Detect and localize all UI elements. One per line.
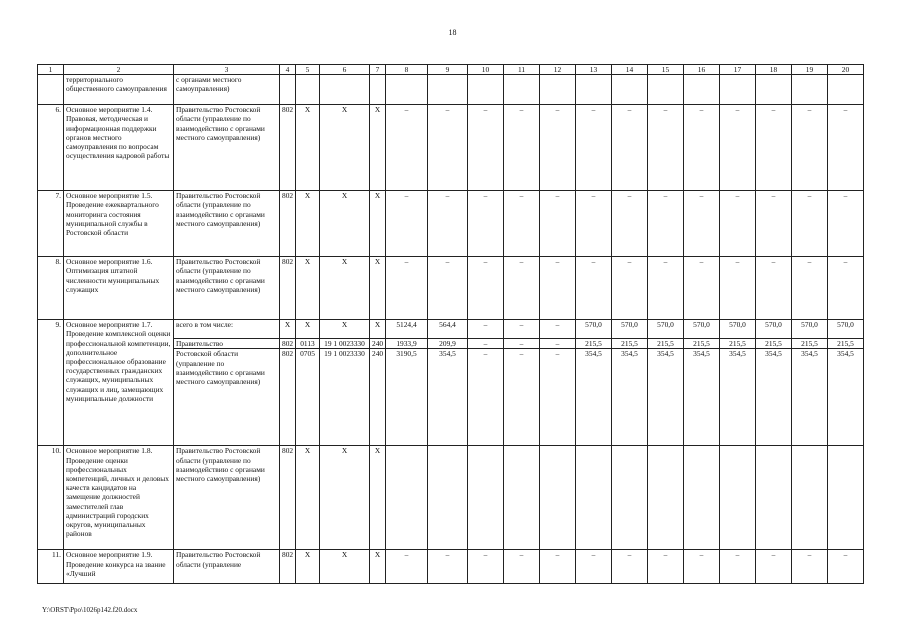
value-cell [828, 75, 864, 105]
value-cell: – [468, 257, 504, 320]
activity-name-cell: Основное мероприятие 1.6. Оптимизация штатной численности муниципальных служащих [64, 257, 174, 320]
value-cell: 570,0 [792, 320, 828, 339]
value-cell [612, 446, 648, 550]
activity-name-cell: Основное мероприятие 1.7. Проведение комплексной оценки профессиональной компетенции, дополнительное профессиональное образование государственных гражданских служащих, муниципальных служащих и лиц, замещающих муниципальные должности [64, 320, 174, 446]
value-cell: 354,5 [576, 349, 612, 446]
value-cell: 1933,9 [386, 339, 428, 349]
value-cell [828, 446, 864, 550]
table-row [38, 257, 864, 320]
header-cell: 12 [540, 65, 576, 75]
value-cell: 354,5 [428, 349, 468, 446]
activity-name-cell: Основное мероприятие 1.4. Правовая, методическая и информационная поддержки органов местного самоуправления по вопросам осуществления кадровой работы [64, 105, 174, 191]
header-cell: 2 [64, 65, 174, 75]
value-cell: – [504, 349, 540, 446]
value-cell [428, 75, 468, 105]
value-cell: – [540, 320, 576, 339]
value-cell: – [468, 105, 504, 191]
value-cell: 354,5 [612, 349, 648, 446]
value-cell [370, 75, 386, 105]
value-cell: – [756, 257, 792, 320]
activity-name-cell: Основное мероприятие 1.5. Проведение ежеквартального мониторинга состояния муниципальной службы в Ростовской области [64, 191, 174, 257]
value-cell: – [648, 257, 684, 320]
row-number-cell: 10. [38, 446, 64, 550]
header-cell: 7 [370, 65, 386, 75]
value-cell: 215,5 [756, 339, 792, 349]
value-cell [468, 75, 504, 105]
value-cell: Х [320, 446, 370, 550]
executor-cell: с органами местного самоуправления) [174, 75, 280, 105]
value-cell: 0705 [296, 349, 320, 446]
value-cell: 802 [280, 105, 296, 191]
value-cell: Х [370, 191, 386, 257]
activity-name-cell: территориального общественного самоуправления [64, 75, 174, 105]
value-cell: 802 [280, 191, 296, 257]
table-row [38, 446, 864, 550]
table-row [38, 191, 864, 257]
value-cell [504, 446, 540, 550]
value-cell: Х [320, 320, 370, 339]
value-cell [320, 75, 370, 105]
value-cell: – [386, 105, 428, 191]
value-cell: Х [370, 320, 386, 339]
value-cell: – [576, 257, 612, 320]
value-cell: – [612, 105, 648, 191]
value-cell [756, 75, 792, 105]
value-cell: – [428, 105, 468, 191]
value-cell: 570,0 [828, 320, 864, 339]
value-cell [386, 446, 428, 550]
value-cell: – [756, 550, 792, 584]
value-cell: – [792, 105, 828, 191]
value-cell [648, 446, 684, 550]
value-cell: – [648, 191, 684, 257]
header-cell: 17 [720, 65, 756, 75]
value-cell [720, 446, 756, 550]
value-cell [684, 446, 720, 550]
value-cell: – [828, 550, 864, 584]
value-cell: 215,5 [684, 339, 720, 349]
value-cell: – [756, 105, 792, 191]
value-cell: Х [320, 257, 370, 320]
activity-name-cell: Основное мероприятие 1.9. Проведение конкурса на звание «Лучший [64, 550, 174, 584]
value-cell: – [648, 550, 684, 584]
value-cell: – [468, 339, 504, 349]
value-cell: 802 [280, 446, 296, 550]
header-cell: 20 [828, 65, 864, 75]
value-cell: 570,0 [720, 320, 756, 339]
value-cell [386, 75, 428, 105]
header-cell: 19 [792, 65, 828, 75]
value-cell [648, 75, 684, 105]
value-cell: – [720, 550, 756, 584]
value-cell: – [540, 257, 576, 320]
value-cell [296, 75, 320, 105]
value-cell: – [386, 257, 428, 320]
value-cell: 354,5 [756, 349, 792, 446]
value-cell: – [684, 105, 720, 191]
value-cell [756, 446, 792, 550]
value-cell: – [428, 257, 468, 320]
value-cell: 564,4 [428, 320, 468, 339]
value-cell: – [540, 550, 576, 584]
value-cell: – [468, 320, 504, 339]
value-cell: – [720, 191, 756, 257]
page-number: 18 [448, 28, 457, 37]
value-cell: – [428, 191, 468, 257]
value-cell [540, 75, 576, 105]
value-cell: 802 [280, 339, 296, 349]
value-cell: 215,5 [576, 339, 612, 349]
header-cell: 9 [428, 65, 468, 75]
value-cell: – [792, 257, 828, 320]
value-cell: – [504, 550, 540, 584]
value-cell: 354,5 [684, 349, 720, 446]
value-cell: – [684, 191, 720, 257]
value-cell: Х [370, 446, 386, 550]
value-cell: – [828, 191, 864, 257]
value-cell: 215,5 [792, 339, 828, 349]
value-cell: – [540, 105, 576, 191]
value-cell: 5124,4 [386, 320, 428, 339]
header-cell: 16 [684, 65, 720, 75]
value-cell [428, 446, 468, 550]
value-cell [576, 75, 612, 105]
value-cell: Х [296, 446, 320, 550]
value-cell: 570,0 [576, 320, 612, 339]
value-cell: 0113 [296, 339, 320, 349]
value-cell: – [612, 257, 648, 320]
value-cell: – [504, 191, 540, 257]
value-cell [684, 75, 720, 105]
value-cell: 240 [370, 349, 386, 446]
value-cell: Х [370, 105, 386, 191]
value-cell: – [576, 550, 612, 584]
row-number-cell: 7. [38, 191, 64, 257]
value-cell [792, 75, 828, 105]
header-cell: 5 [296, 65, 320, 75]
table-row [38, 320, 864, 339]
value-cell: 802 [280, 349, 296, 446]
value-cell: 19 1 0023330 [320, 339, 370, 349]
row-number-cell: 11. [38, 550, 64, 584]
header-cell: 1 [38, 65, 64, 75]
header-row [38, 65, 864, 75]
value-cell: – [386, 191, 428, 257]
value-cell: 802 [280, 550, 296, 584]
header-cell: 3 [174, 65, 280, 75]
value-cell: – [576, 191, 612, 257]
value-cell: 215,5 [648, 339, 684, 349]
executor-cell: всего в том числе: [174, 320, 280, 339]
value-cell: 570,0 [648, 320, 684, 339]
value-cell: – [386, 550, 428, 584]
header-cell: 4 [280, 65, 296, 75]
value-cell: – [684, 550, 720, 584]
value-cell: – [504, 339, 540, 349]
value-cell: Х [296, 550, 320, 584]
program-table [37, 64, 864, 584]
value-cell: Х [280, 320, 296, 339]
value-cell: – [504, 105, 540, 191]
value-cell: Х [320, 550, 370, 584]
executor-cell: Правительство [174, 339, 280, 349]
value-cell: – [648, 105, 684, 191]
value-cell: – [468, 550, 504, 584]
value-cell: – [828, 257, 864, 320]
value-cell: – [504, 257, 540, 320]
table-row [38, 550, 864, 584]
value-cell [720, 75, 756, 105]
value-cell: 354,5 [792, 349, 828, 446]
value-cell: – [428, 550, 468, 584]
value-cell: Х [296, 320, 320, 339]
value-cell [792, 446, 828, 550]
value-cell: 240 [370, 339, 386, 349]
activity-name-cell: Основное мероприятие 1.8. Проведение оценки профессиональных компетенций, личных и деловых качеств кандидатов на замещение должностей заместителей глав администраций городских округов, муниципальных районов [64, 446, 174, 550]
value-cell: – [540, 349, 576, 446]
value-cell: 570,0 [684, 320, 720, 339]
header-cell: 14 [612, 65, 648, 75]
value-cell: 570,0 [612, 320, 648, 339]
value-cell: Х [370, 550, 386, 584]
table-row [38, 105, 864, 191]
header-cell: 10 [468, 65, 504, 75]
header-cell: 6 [320, 65, 370, 75]
value-cell: Х [320, 191, 370, 257]
row-number-cell: 6. [38, 105, 64, 191]
value-cell: – [576, 105, 612, 191]
value-cell [612, 75, 648, 105]
value-cell: 19 1 0023330 [320, 349, 370, 446]
value-cell: 802 [280, 257, 296, 320]
row-number-cell [38, 75, 64, 105]
value-cell: 209,9 [428, 339, 468, 349]
value-cell: – [792, 550, 828, 584]
value-cell: 3190,5 [386, 349, 428, 446]
value-cell: 570,0 [756, 320, 792, 339]
executor-cell: Правительство Ростовской области (управление по взаимодействию с органами местного самоуправления) [174, 446, 280, 550]
value-cell: 215,5 [828, 339, 864, 349]
executor-cell: Правительство Ростовской области (управление по взаимодействию с органами местного самоуправления) [174, 105, 280, 191]
header-cell: 15 [648, 65, 684, 75]
header-cell: 18 [756, 65, 792, 75]
table-row-continuation [38, 75, 864, 105]
value-cell: 354,5 [648, 349, 684, 446]
row-number-cell: 8. [38, 257, 64, 320]
value-cell: Х [296, 105, 320, 191]
header-cell: 13 [576, 65, 612, 75]
executor-cell: Правительство Ростовской области (управление по взаимодействию с органами местного самоуправления) [174, 191, 280, 257]
value-cell: – [792, 191, 828, 257]
value-cell [576, 446, 612, 550]
value-cell: – [720, 257, 756, 320]
value-cell: – [828, 105, 864, 191]
value-cell: Х [296, 257, 320, 320]
value-cell: – [468, 191, 504, 257]
value-cell: – [612, 550, 648, 584]
value-cell: 215,5 [612, 339, 648, 349]
row-number-cell: 9. [38, 320, 64, 446]
value-cell: 354,5 [720, 349, 756, 446]
value-cell [504, 75, 540, 105]
value-cell: – [468, 349, 504, 446]
executor-cell: Правительство Ростовской области (управление [174, 550, 280, 584]
header-cell: 11 [504, 65, 540, 75]
value-cell: – [540, 339, 576, 349]
value-cell: Х [370, 257, 386, 320]
value-cell: 215,5 [720, 339, 756, 349]
value-cell: – [756, 191, 792, 257]
value-cell: – [720, 105, 756, 191]
header-cell: 8 [386, 65, 428, 75]
value-cell: 354,5 [828, 349, 864, 446]
value-cell: – [540, 191, 576, 257]
value-cell [468, 446, 504, 550]
value-cell [280, 75, 296, 105]
value-cell: Х [296, 191, 320, 257]
footer-path: Y:\ORST\Ppo\1026p142.f20.docx [42, 606, 138, 614]
executor-cell: Ростовской области (управление по взаимодействию с органами местного самоуправления) [174, 349, 280, 446]
value-cell: – [504, 320, 540, 339]
value-cell: – [684, 257, 720, 320]
value-cell: Х [320, 105, 370, 191]
value-cell [540, 446, 576, 550]
executor-cell: Правительство Ростовской области (управление по взаимодействию с органами местного самоуправления) [174, 257, 280, 320]
value-cell: – [612, 191, 648, 257]
